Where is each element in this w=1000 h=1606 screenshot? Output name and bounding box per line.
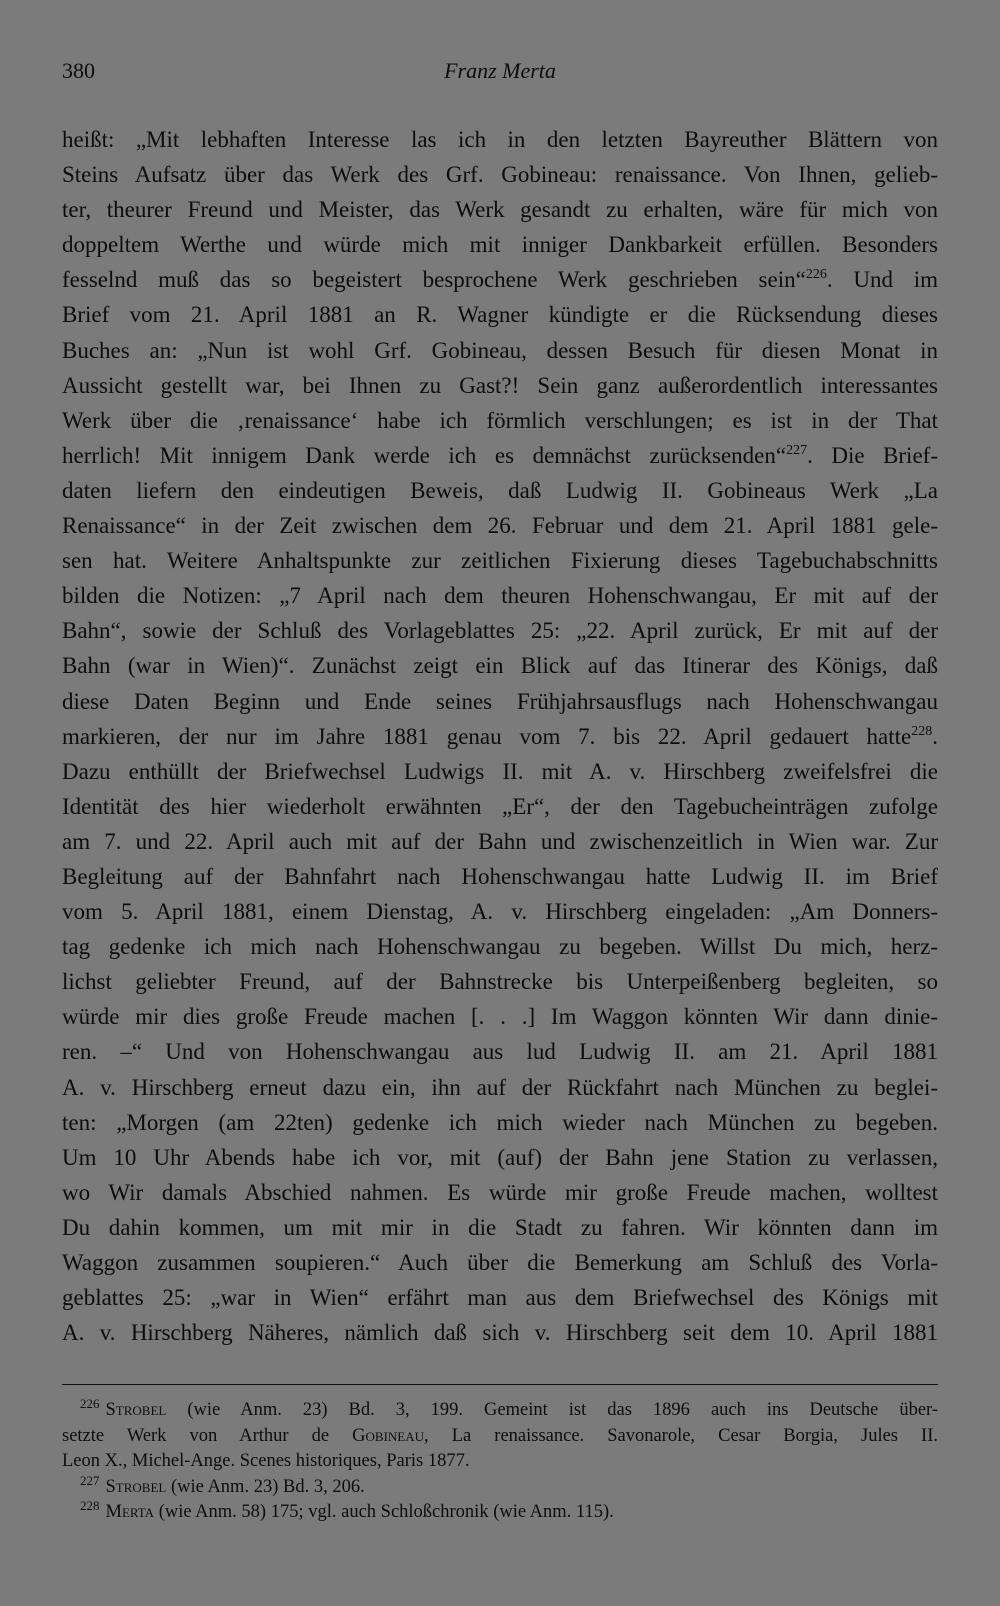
text-line: Bahn (war in Wien)“. Zunächst zeigt ein Blick auf das Itinerar des Königs, daß: [62, 653, 938, 679]
footnote-author: Strobel: [105, 1476, 167, 1497]
text-segment: herrlich! Mit innigem Dank werde ich es demnächst zurücksenden“: [62, 442, 787, 468]
text-line: lichst geliebter Freund, auf der Bahnstrecke bis Unterpeißenberg begleiten, so: [62, 969, 938, 995]
footnote-number: 226: [80, 1396, 100, 1411]
text-segment: markieren, der nur im Jahre 1881 genau vom 7. bis 22. April gedauert hatte: [62, 723, 912, 749]
footnote-text: (wie Anm. 58) 175; vgl. auch Schloßchronik (wie Anm. 115).: [154, 1502, 614, 1522]
text-line: Brief vom 21. April 1881 an R. Wagner kündigte er die Rücksendung dieses: [62, 302, 938, 328]
text-segment: .: [932, 723, 938, 749]
text-line: A. v. Hirschberg erneut dazu ein, ihn auf der Rückfahrt nach München zu beglei-: [62, 1074, 938, 1100]
text-line: vom 5. April 1881, einem Dienstag, A. v. Hirschberg eingeladen: „Am Donners-: [62, 899, 938, 925]
text-line: Du dahin kommen, um mit mir in die Stadt zu fahren. Wir könnten dann im: [62, 1214, 938, 1240]
footnote-226: [62, 1398, 938, 1424]
footnote-divider: [62, 1384, 938, 1385]
text-line: daten liefern den eindeutigen Beweis, daß Ludwig II. Gobineaus Werk „La: [62, 477, 938, 503]
text-segment: . Und im: [826, 267, 938, 293]
body-text: [62, 122, 938, 1350]
text-line: ter, theurer Freund und Meister, das Werk gesandt zu erhalten, wäre für mich von: [62, 197, 938, 223]
text-line: am 7. und 22. April auch mit auf der Bahn und zwischenzeitlich in Wien war. Zur: [62, 828, 938, 854]
text-line: Steins Aufsatz über das Werk des Grf. Gobineau: renaissance. Von Ihnen, gelieb-: [62, 162, 938, 188]
text-line: Identität des hier wiederholt erwähnten „Er“, der den Tagebucheinträgen zufolge: [62, 793, 938, 819]
footnote-author: Gobineau: [352, 1425, 425, 1446]
text-line: Bahn“, sowie der Schluß des Vorlageblattes 25: „22. April zurück, Er mit auf der: [62, 618, 938, 644]
footnote-ref-226[interactable]: 226: [805, 267, 827, 283]
footnote-text: (wie Anm. 23) Bd. 3, 199. Gemeint ist das 1896 auch ins Deutsche über-: [166, 1400, 938, 1420]
text-line: ten: „Morgen (am 22ten) gedenke ich mich wieder nach München zu begeben.: [62, 1109, 938, 1135]
footnote-text: setzte Werk von Arthur de: [62, 1425, 353, 1446]
text-line: Dazu enthüllt der Briefwechsel Ludwigs II. mit A. v. Hirschberg zweifelsfrei die: [62, 758, 938, 784]
footnote-author: Merta: [105, 1502, 155, 1522]
text-line: bilden die Notizen: „7 April nach dem theuren Hohenschwangau, Er mit auf der: [62, 583, 938, 609]
page-header: [62, 52, 938, 86]
text-line: [62, 262, 938, 297]
footnote-number: 227: [80, 1472, 100, 1488]
text-line: würde mir dies große Freude machen [. . .] Im Waggon könnten Wir dann dinie-: [62, 1004, 938, 1030]
footnote-227: [62, 1472, 938, 1501]
text-line: A. v. Hirschberg Näheres, nämlich daß sich v. Hirschberg seit dem 10. April 1881: [62, 1320, 938, 1346]
footnotes: [62, 1398, 938, 1526]
text-line: Um 10 Uhr Abends habe ich vor, mit (auf) der Bahn jene Station zu verlassen,: [62, 1144, 938, 1170]
footnote-number: 228: [80, 1498, 100, 1513]
text-line: Werk über die ‚renaissance‘ habe ich förmlich verschlungen; es ist in der That: [62, 407, 938, 433]
text-line: sen hat. Weitere Anhaltspunkte zur zeitlichen Fixierung dieses Tagebuchabschnitts: [62, 548, 938, 574]
text-line: doppeltem Werthe und würde mich mit inniger Dankbarkeit erfüllen. Besonders: [62, 232, 938, 258]
text-segment: . Die Brief-: [807, 442, 938, 468]
text-segment: fesselnd muß das so begeistert besprochene Werk geschrieben sein“: [62, 267, 806, 293]
footnote-ref-227[interactable]: 227: [786, 442, 808, 458]
footnote-ref-228[interactable]: 228: [911, 723, 933, 739]
text-line: Aussicht gestellt war, bei Ihnen zu Gast?! Sein ganz außerordentlich interessantes: [62, 372, 938, 398]
footnote-text: (wie Anm. 23) Bd. 3, 206.: [166, 1476, 365, 1497]
text-line: [62, 719, 938, 754]
text-line: heißt: „Mit lebhaften Interesse las ich in den letzten Bayreuther Blättern von: [62, 127, 938, 152]
text-line: geblattes 25: „war in Wien“ erfährt man aus dem Briefwechsel des Königs mit: [62, 1285, 938, 1311]
footnote-226-line-3: Leon X., Michel-Ange. Scenes historiques, Paris 1877.: [62, 1451, 470, 1471]
footnote-228: [62, 1500, 938, 1526]
text-line: [62, 438, 938, 473]
text-line: Buches an: „Nun ist wohl Grf. Gobineau, dessen Besuch für diesen Monat in: [62, 337, 938, 363]
footnote-text: , La renaissance. Savonarole, Cesar Borgia, Jules II.: [424, 1425, 938, 1446]
text-line: ren. –“ Und von Hohenschwangau aus lud Ludwig II. am 21. April 1881: [62, 1039, 938, 1065]
running-title: Franz Merta: [444, 58, 556, 83]
text-line: diese Daten Beginn und Ende seines Frühjahrsausflugs nach Hohenschwangau: [62, 688, 938, 714]
page-number: 380: [62, 58, 95, 83]
footnote-author: Strobel: [105, 1400, 167, 1420]
text-line: Begleitung auf der Bahnfahrt nach Hohenschwangau hatte Ludwig II. im Brief: [62, 863, 938, 889]
footnote-226-line-2: [62, 1424, 938, 1450]
text-line: Waggon zusammen soupieren.“ Auch über die Bemerkung am Schluß des Vorla-: [62, 1250, 938, 1275]
text-line: tag gedenke ich mich nach Hohenschwangau zu begeben. Willst Du mich, herz-: [62, 934, 938, 960]
text-line: wo Wir damals Abschied nahmen. Es würde mir große Freude machen, wolltest: [62, 1179, 938, 1205]
text-line: Renaissance“ in der Zeit zwischen dem 26. Februar und dem 21. April 1881 gele-: [62, 513, 938, 539]
